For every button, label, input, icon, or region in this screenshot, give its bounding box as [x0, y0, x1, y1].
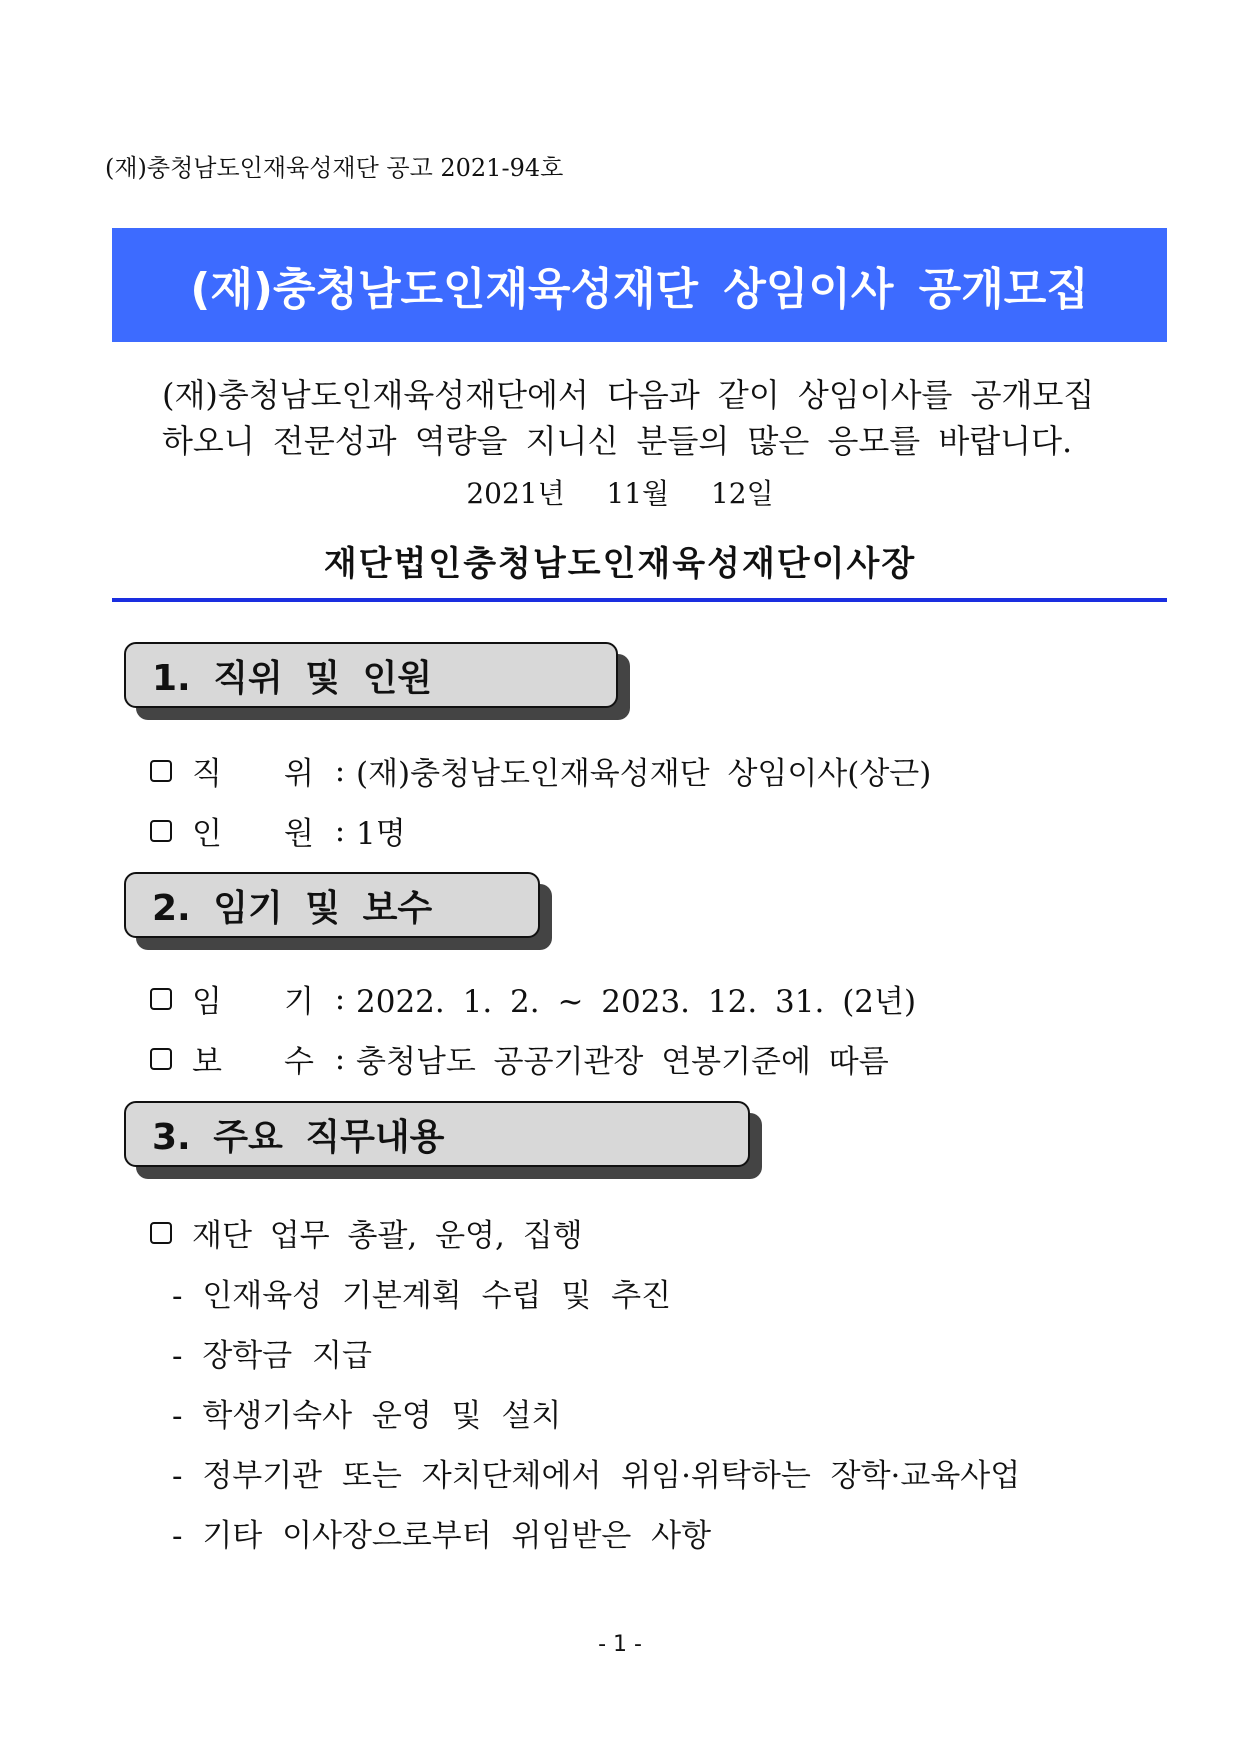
duty-main-text: 재단 업무 총괄, 운영, 집행 — [192, 1218, 583, 1254]
intro-line-1: (재)충청남도인재육성재단에서 다음과 같이 상임이사를 공개모집 — [162, 376, 1095, 414]
item-colon: : — [334, 980, 346, 1017]
notice-date: 2021년 11월 12일 — [466, 477, 774, 510]
item-colon: : — [334, 1040, 346, 1077]
section-2-heading: 2. 임기 및 보수 — [152, 887, 433, 929]
section-1-heading: 1. 직위 및 인원 — [152, 657, 433, 699]
item-key-1: 직 — [192, 756, 222, 792]
section-2-box — [124, 872, 540, 938]
item-key-2: 원 — [284, 816, 314, 852]
duty-subitem: - 장학금 지급 — [172, 1338, 372, 1374]
item-headcount — [150, 808, 406, 853]
item-salary — [150, 1036, 889, 1081]
issuer-name: 재단법인충청남도인재육성재단이사장 — [323, 544, 917, 584]
item-key-1: 인 — [192, 816, 222, 852]
item-term — [150, 976, 916, 1021]
duty-subitem: - 정부기관 또는 자치단체에서 위임·위탁하는 장학·교육사업 — [172, 1458, 1021, 1494]
duty-subitem: - 인재육성 기본계획 수립 및 추진 — [172, 1278, 672, 1314]
notice-number: (재)충청남도인재육성재단 공고 2021-94호 — [105, 154, 564, 182]
checkbox-square-icon — [150, 1222, 172, 1244]
item-key-2: 수 — [284, 1044, 314, 1080]
item-key-1: 보 — [192, 1044, 222, 1080]
section-1-box — [124, 642, 618, 708]
section-3-heading: 3. 주요 직무내용 — [152, 1116, 445, 1158]
item-key-2: 위 — [284, 756, 314, 792]
duty-subitem: - 기타 이사장으로부터 위임받은 사항 — [172, 1518, 712, 1554]
item-value: 2022. 1. 2. ~ 2023. 12. 31. (2년) — [356, 984, 917, 1020]
checkbox-square-icon — [150, 988, 172, 1010]
checkbox-square-icon — [150, 820, 172, 842]
divider-rule — [112, 598, 1167, 602]
intro-line-2: 하오니 전문성과 역량을 지니신 분들의 많은 응모를 바랍니다. — [162, 422, 1073, 460]
checkbox-square-icon — [150, 1048, 172, 1070]
item-colon: : — [334, 752, 346, 789]
item-value: 충청남도 공공기관장 연봉기준에 따름 — [356, 1044, 889, 1080]
duty-subitem: - 학생기숙사 운영 및 설치 — [172, 1398, 562, 1434]
checkbox-square-icon — [150, 760, 172, 782]
item-position — [150, 748, 931, 793]
section-3-box — [124, 1101, 750, 1167]
duty-main — [150, 1210, 583, 1255]
item-colon: : — [334, 812, 346, 849]
page-number: - 1 - — [598, 1632, 642, 1657]
item-key-2: 기 — [284, 984, 314, 1020]
item-value: (재)충청남도인재육성재단 상임이사(상근) — [356, 756, 932, 792]
title-banner — [112, 228, 1167, 342]
item-key-1: 임 — [192, 984, 222, 1020]
intro-paragraph — [162, 372, 1122, 464]
item-value: 1명 — [356, 816, 406, 852]
page-title: (재)충청남도인재육성재단 상임이사 공개모집 — [190, 264, 1089, 315]
